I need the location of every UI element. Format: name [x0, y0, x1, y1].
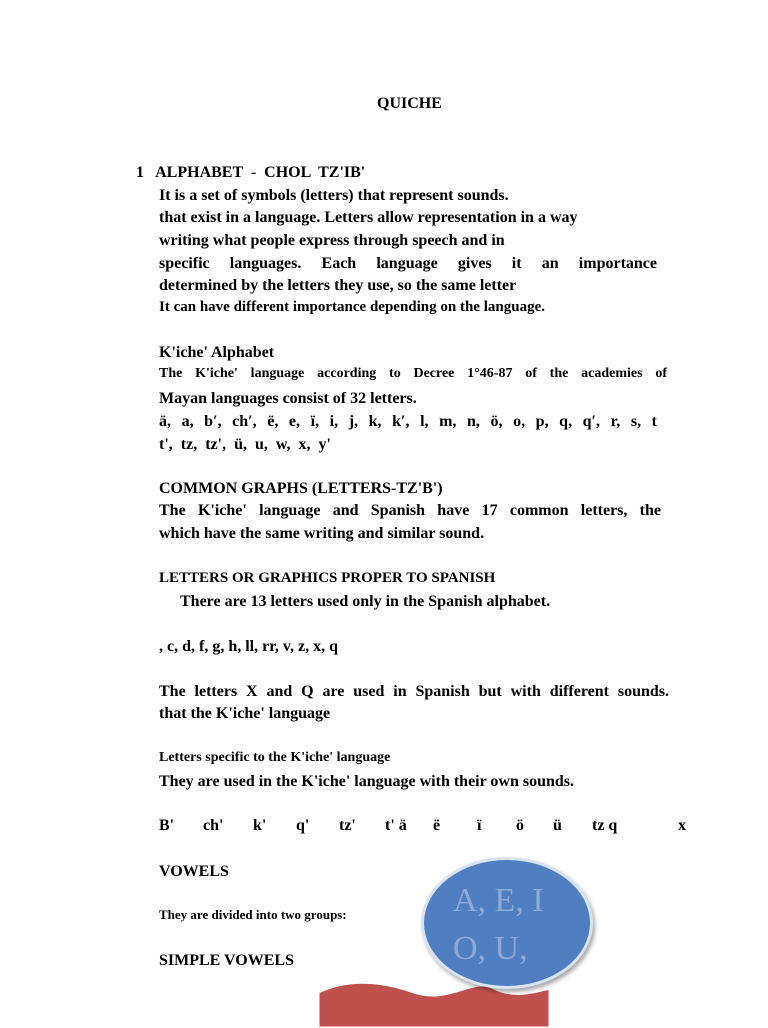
page-title: QUICHE: [377, 95, 442, 112]
kiche-specific-line-1: They are used in the K'iche' language with their own sounds.: [159, 773, 575, 790]
kiche-specific-heading: Letters specific to the K'iche' language: [159, 750, 391, 765]
specific-letter: t' ä: [385, 817, 407, 834]
kiche-alphabet-line-2: Mayan languages consist of 32 letters.: [159, 390, 417, 407]
specific-letter: tz': [339, 817, 356, 834]
kiche-specific-letters: [159, 817, 687, 837]
common-graphs-line-2: which have the same writing and similar sound.: [159, 525, 485, 542]
vowels-heading: VOWELS: [159, 863, 229, 880]
specific-letter: ï: [477, 817, 482, 834]
specific-letter: ü: [553, 817, 562, 834]
alphabet-desc-line-2: that exist in a language. Letters allow representation in a way: [159, 209, 578, 226]
kiche-letters-line-1: ä, a, b′, ch′, ë, e, ï, i, j, k, k′, l, m, n, ö, o, p, q, q′, r, s, t: [159, 413, 657, 430]
alphabet-desc-line-3: writing what people express through speech and in: [159, 232, 505, 249]
specific-letter: ö: [516, 817, 524, 834]
vowels-oval-shape: [421, 857, 593, 989]
oval-text-line-2: O, U,: [453, 930, 528, 967]
alphabet-desc-line-4: specific languages. Each language gives it an importance: [159, 255, 657, 272]
specific-letter: B': [159, 817, 175, 834]
specific-letter: tz q: [592, 817, 618, 834]
specific-letter: q': [296, 817, 310, 834]
kiche-alphabet-line-1: The K'iche' language according to Decree 1°46-87 of the academies of: [159, 366, 667, 381]
specific-letter: ch': [203, 817, 224, 834]
specific-letter: k': [253, 817, 267, 834]
section-alphabet-heading: 1 ALPHABET - CHOL TZ'IB': [136, 164, 366, 181]
spanish-letters-line-1: There are 13 letters used only in the Spanish alphabet.: [180, 593, 551, 610]
alphabet-desc-line-5: determined by the letters they use, so the same letter: [159, 277, 517, 294]
kiche-letters-line-2: t', tz, tz', ü, u, w, x, y': [159, 436, 331, 453]
specific-letter: ë: [433, 817, 441, 834]
common-graphs-heading: COMMON GRAPHS (LETTERS-TZ'B'): [159, 480, 443, 497]
kiche-alphabet-heading: K'iche' Alphabet: [159, 344, 275, 361]
common-graphs-line-1: The K'iche' language and Spanish have 17 common letters, the: [159, 502, 661, 519]
alphabet-desc-line-6: It can have different importance depending on the language.: [159, 299, 545, 315]
spanish-letters-note-1: The letters X and Q are used in Spanish but with different sounds.: [159, 683, 669, 700]
simple-vowels-heading: SIMPLE VOWELS: [159, 952, 294, 969]
specific-letter: x: [678, 817, 686, 834]
spanish-letters-heading: LETTERS OR GRAPHICS PROPER TO SPANISH: [159, 570, 496, 586]
oval-text-line-1: A, E, I: [453, 882, 544, 919]
spanish-letters-list: , c, d, f, g, h, ll, rr, v, z, x, q: [159, 638, 338, 655]
alphabet-desc-line-1: It is a set of symbols (letters) that represent sounds.: [159, 187, 509, 204]
spanish-letters-note-2: that the K'iche' language: [159, 705, 331, 722]
vowels-groups-text: They are divided into two groups:: [159, 907, 347, 922]
